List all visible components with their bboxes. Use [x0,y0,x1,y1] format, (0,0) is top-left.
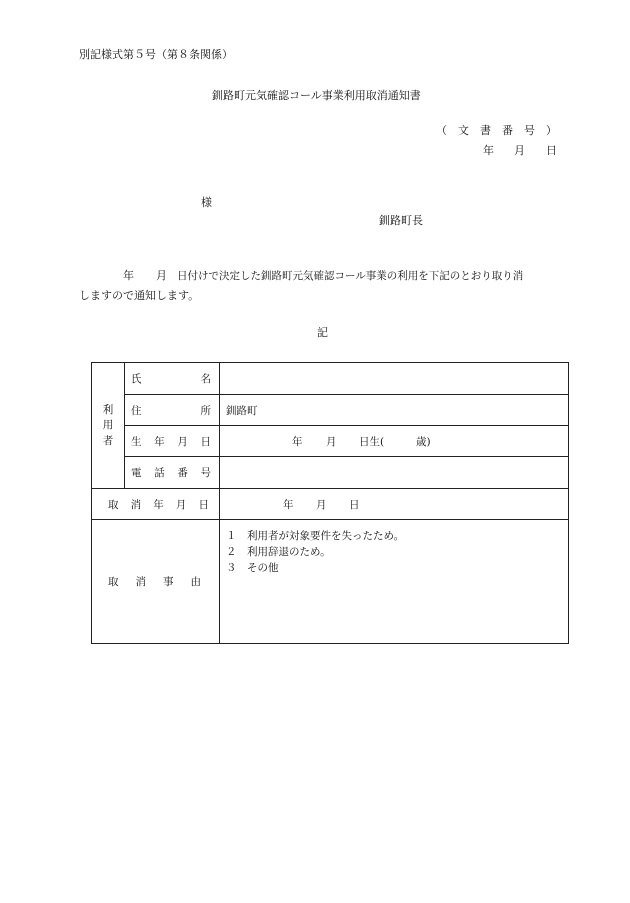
cancel-year-unit: 年 [283,499,294,511]
birthdate-label-char: 月 [177,435,188,448]
user-group-char: 利 [102,403,114,416]
user-group-label [92,363,125,489]
sender-name: 釧路町長 [379,214,423,227]
cancel-month-unit: 月 [316,499,327,511]
reason-item: ２ 利用辞退のため。 [226,546,331,558]
address-label-char: 住 [131,404,142,417]
body-line-2: しますので通知します。 [79,289,200,302]
table-row-phone [92,457,569,489]
birth-day-unit: 日生( [359,436,385,448]
birthdate-label-char: 日 [200,435,211,448]
cancel-day-unit: 日 [349,499,360,511]
table-row-name [92,363,569,395]
cancel-reason-label-char: 消 [135,576,146,588]
address-value: 釧路町 [220,395,569,426]
body-line-1: 日付けで決定した釧路町元気確認コール事業の利用を下記のとおり取り消 [177,270,524,282]
issue-date-year: 年 [483,144,494,157]
note-heading: 記 [317,326,328,339]
name-label-char: 氏 [131,373,142,385]
name-label-char: 名 [200,373,211,385]
reason-item: １ 利用者が対象要件を失ったため。 [226,530,405,542]
phone-value [220,457,569,489]
cancel-reasons [220,520,569,644]
birthdate-label [125,426,220,457]
cancel-reason-label [92,520,220,644]
table-row-address [92,395,569,426]
cancel-date-label-char: 年 [153,498,164,511]
cancel-date-label-char: 消 [130,498,142,511]
table-row-cancel-reason [92,520,569,644]
phone-label [125,457,220,489]
cancel-reason-label-char: 事 [163,576,174,588]
cancel-date-label-char: 月 [175,498,187,511]
phone-label-char: 番 [177,467,188,479]
decision-date-month: 月 [156,269,167,282]
document-title: 釧路町元気確認コール事業利用取消通知書 [212,89,421,102]
user-group-char: 用 [102,419,114,432]
birth-year-unit: 年 [292,436,303,448]
name-label [125,363,220,395]
cancel-date-value [220,489,569,520]
birth-month-unit: 月 [326,436,337,448]
cancellation-details-table [91,362,569,644]
document-number: （ 文 書 番 号 ） [436,124,557,137]
reason-item: ３ その他 [226,562,279,574]
cancel-date-label [92,489,220,520]
name-value [220,363,569,395]
phone-label-char: 号 [200,467,211,479]
cancel-reason-label-char: 取 [108,576,119,588]
issue-date-month: 月 [514,144,525,157]
birthdate-label-char: 年 [154,435,165,448]
phone-label-char: 電 [131,467,142,479]
phone-label-char: 話 [154,467,165,479]
recipient-honorific: 様 [201,196,212,209]
birthdate-value [220,426,569,457]
user-group-char: 者 [102,434,114,447]
table-row-birthdate [92,426,569,457]
address-label [125,395,220,426]
cancel-date-label-char: 取 [108,498,119,511]
decision-date-year: 年 [123,269,134,282]
cancel-date-label-char: 日 [198,498,209,511]
form-reference: 別記様式第５号（第８条関係） [79,48,233,61]
age-unit: 歳) [416,436,431,448]
table-row-cancel-date [92,489,569,520]
address-label-char: 所 [200,404,211,417]
birthdate-label-char: 生 [131,435,142,448]
cancel-reason-label-char: 由 [190,576,201,588]
issue-date-day: 日 [546,144,557,157]
